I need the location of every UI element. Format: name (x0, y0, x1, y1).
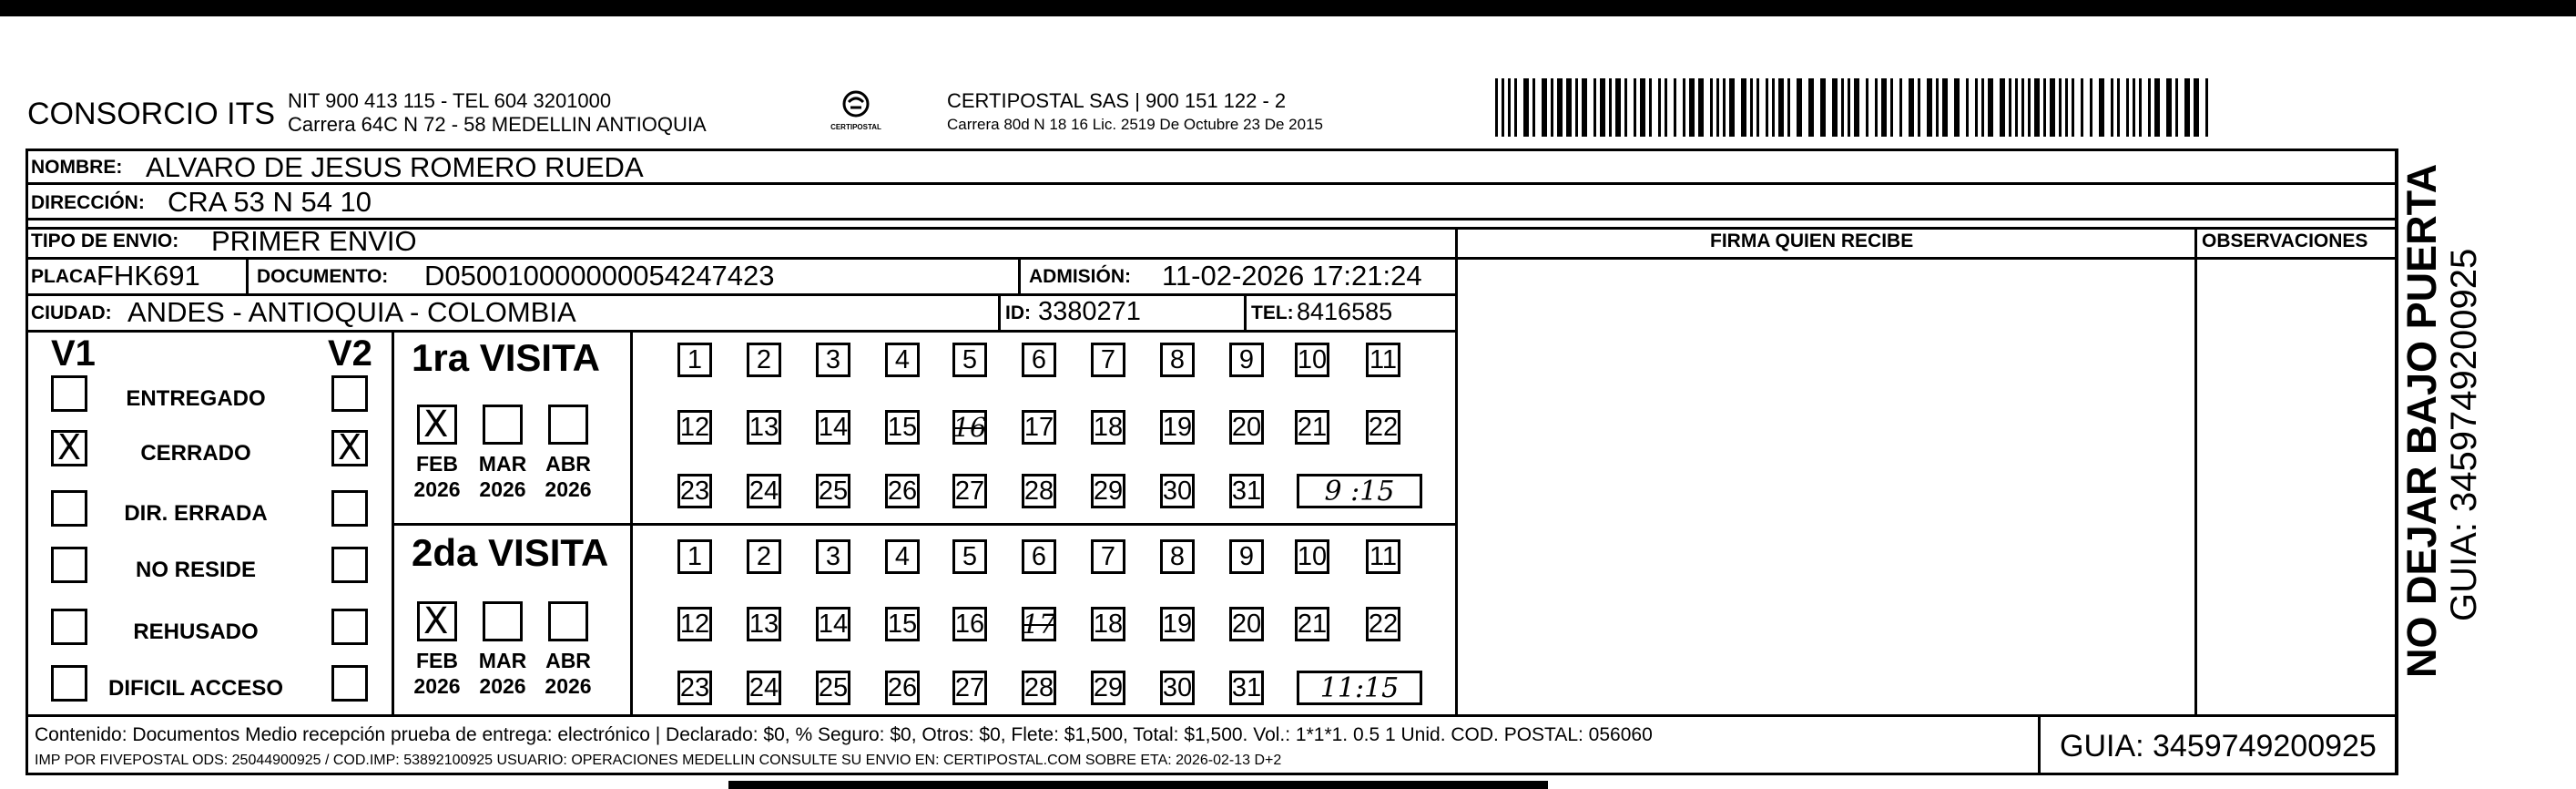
barcode-bar (1495, 78, 1498, 137)
visit1-day-29[interactable]: 29 (1091, 474, 1125, 508)
visit1-time-box[interactable]: 9 :15 (1297, 474, 1422, 508)
barcode-bar (1729, 78, 1735, 137)
barcode-bar (1557, 78, 1563, 137)
company-address: Carrera 64C N 72 - 58 MEDELLIN ANTIOQUIA (288, 113, 707, 136)
certipostal-line2: Carrera 80d N 18 16 Lic. 2519 De Octubre 23 De 2015 (947, 116, 1323, 133)
status-label-rehusado: REHUSADO (133, 620, 259, 644)
visit1-day-5[interactable]: 5 (952, 343, 987, 377)
barcode-bar (1502, 78, 1504, 137)
visit2-day-17[interactable]: 17 (1022, 609, 1056, 640)
barcode-bar (1848, 78, 1850, 137)
visit2-day-7[interactable]: 7 (1091, 539, 1125, 574)
visit1-day-3[interactable]: 3 (816, 343, 850, 377)
barcode-bar (1772, 78, 1775, 137)
visit1-month-label: ABR (545, 452, 591, 476)
barcode-bar (2072, 78, 2074, 137)
visit2-day-20[interactable]: 20 (1229, 607, 1264, 641)
visit1-day-9[interactable]: 9 (1229, 343, 1264, 377)
barcode-bar (1854, 78, 1859, 137)
visit2-day-8[interactable]: 8 (1160, 539, 1195, 574)
barcode-bar (2021, 78, 2024, 137)
barcode-bar (2043, 78, 2046, 137)
visit1-month-mark: X (423, 404, 449, 446)
barcode-bar (1698, 78, 1704, 137)
visit2-day-12[interactable]: 12 (677, 607, 712, 641)
barcode-bar (2148, 78, 2151, 137)
visit2-day-31[interactable]: 31 (1229, 671, 1264, 705)
visit2-day-15[interactable]: 15 (885, 607, 920, 641)
visit1-day-27[interactable]: 27 (952, 474, 987, 508)
visit1-day-22[interactable]: 22 (1366, 410, 1400, 445)
barcode-bar (1841, 78, 1844, 137)
barcode-bar (2194, 78, 2199, 137)
barcode-bar (1640, 78, 1645, 137)
observations-header: OBSERVACIONES (2202, 231, 2368, 251)
visit1-day-24[interactable]: 24 (747, 474, 781, 508)
visit1-month-checkbox-mar[interactable] (483, 405, 523, 445)
barcode-bar (1808, 78, 1814, 137)
visit1-day-13[interactable]: 13 (747, 410, 781, 445)
document-number: D050010000000054247423 (424, 260, 775, 292)
visit1-month-label: MAR (478, 452, 527, 476)
recipient-id: 3380271 (1038, 297, 1141, 326)
visit1-day-30[interactable]: 30 (1160, 474, 1195, 508)
content-line: Contenido: Documentos Medio recepción prueba de entrega: electrónico | Declarado: $0, % Seguro: $0, Otros: $0, Flete: $1,500, Total: $1,500. Vol.: 1*1*1. 0.5 1 Unid. COD. POSTAL: 056060 (35, 724, 1653, 745)
barcode-bar (1593, 78, 1596, 137)
visit2-month-checkbox-feb[interactable] (417, 601, 457, 641)
guide-box: GUIA: 3459749200925 (2060, 729, 2377, 763)
barcode-bar (1866, 78, 1868, 137)
barcode-bar (1649, 78, 1652, 137)
visit2-day-5[interactable]: 5 (952, 539, 987, 574)
barcode-bar (1658, 78, 1661, 137)
visit1-day-26[interactable]: 26 (885, 474, 920, 508)
barcode-bar (1899, 78, 1902, 137)
barcode-bar (1750, 78, 1753, 137)
visit2-month-checkbox-abr[interactable] (548, 601, 588, 641)
barcode-bar (1942, 78, 1948, 137)
company-name: CONSORCIO ITS (27, 97, 276, 131)
visit1-month-checkbox-feb[interactable] (417, 405, 457, 445)
barcode-bar (2117, 78, 2120, 137)
barcode-bar (2015, 78, 2018, 137)
barcode-bar (2028, 78, 2031, 137)
signature-header: FIRMA QUIEN RECIBE (1710, 231, 1914, 251)
visit2-day-24[interactable]: 24 (747, 671, 781, 705)
barcode-bar (1875, 78, 1878, 137)
barcode-bar (1881, 78, 1887, 137)
recipient-name: ALVARO DE JESUS ROMERO RUEDA (146, 151, 644, 183)
barcode-bar (1582, 78, 1587, 137)
v1-column-header: V1 (51, 333, 96, 374)
barcode-bar (2059, 78, 2062, 137)
visit2-day-11[interactable]: 11 (1366, 539, 1400, 574)
visit1-month-year: 2026 (413, 477, 461, 501)
visit2-day-22[interactable]: 22 (1366, 607, 1400, 641)
barcode-bar (1766, 78, 1768, 137)
barcode-bar (1820, 78, 1826, 137)
barcode-bar (1532, 78, 1535, 137)
visit2-day-10[interactable]: 10 (1295, 539, 1329, 574)
visit2-day-3[interactable]: 3 (816, 539, 850, 574)
visit2-day-29[interactable]: 29 (1091, 671, 1125, 705)
barcode-bar (2126, 78, 2129, 137)
visit1-day-17[interactable]: 17 (1022, 410, 1056, 445)
barcode-bar (1624, 78, 1627, 137)
send-type: PRIMER ENVIO (211, 225, 417, 257)
status-label-no-reside: NO RESIDE (135, 558, 257, 582)
visit1-day-1[interactable]: 1 (677, 343, 712, 377)
print-line: IMP POR FIVEPOSTAL ODS: 25044900925 / COD.IMP: 53892100925 USUARIO: OPERACIONES MEDELLIN CONSULTE SU ENVIO EN: CERTIPOSTAL.COM SOBRE ETA: 2026-02-13 D+2 (35, 753, 1282, 768)
visit1-day-2[interactable]: 2 (747, 343, 781, 377)
visit2-day-1[interactable]: 1 (677, 539, 712, 574)
barcode-bar (1936, 78, 1939, 137)
visit2-day-6[interactable]: 6 (1022, 539, 1056, 574)
barcode-bar (1756, 78, 1759, 137)
barcode-bar (1778, 78, 1784, 137)
status-label-dificil-acceso: DIFICIL ACCESO (107, 676, 283, 701)
visit1-day-31[interactable]: 31 (1229, 474, 1264, 508)
barcode-bar (2133, 78, 2135, 137)
visit2-day-13[interactable]: 13 (747, 607, 781, 641)
visit1-day-6[interactable]: 6 (1022, 343, 1056, 377)
barcode-bar (2034, 78, 2040, 137)
visit1-day-20[interactable]: 20 (1229, 410, 1264, 445)
side-guide-number: GUIA: 3459749200925 (2444, 248, 2484, 621)
visit1-month-label: FEB (416, 452, 458, 476)
barcode-bar (1787, 78, 1790, 137)
barcode-bar (2139, 78, 2142, 137)
certipostal-logo (830, 86, 881, 137)
barcode-bar (2009, 78, 2011, 137)
id-label: ID: (1005, 302, 1031, 323)
barcode-bar (1723, 78, 1726, 137)
visit2-month-mark: X (423, 600, 449, 642)
barcode-bar (1689, 78, 1695, 137)
barcode-bar (1988, 78, 1993, 137)
barcode-bar (2175, 78, 2178, 137)
barcode-bar (1832, 78, 1838, 137)
barcode-bar (1566, 78, 1572, 137)
status-mark-v2: X (338, 427, 362, 467)
certipostal-logo-icon (830, 86, 881, 137)
barcode-bar (1508, 78, 1511, 137)
visit2-month-year: 2026 (545, 674, 592, 698)
visit1-day-8[interactable]: 8 (1160, 343, 1195, 377)
barcode-bar (1542, 78, 1547, 137)
admission-datetime: 11-02-2026 17:21:24 (1162, 260, 1422, 292)
visit2-day-25[interactable]: 25 (816, 671, 850, 705)
barcode-bar (1514, 78, 1517, 137)
visit1-day-12[interactable]: 12 (677, 410, 712, 445)
barcode-bar (1609, 78, 1612, 137)
barcode-bar (2154, 78, 2160, 137)
barcode-bar (1966, 78, 1969, 137)
barcode-bar (1927, 78, 1932, 137)
visit2-day-26[interactable]: 26 (885, 671, 920, 705)
barcode-bar (1975, 78, 1978, 137)
barcode-bar (1741, 78, 1746, 137)
barcode-bar (1600, 78, 1605, 137)
v2-column-header: V2 (328, 333, 372, 374)
city: ANDES - ANTIOQUIA - COLOMBIA (127, 296, 576, 328)
visit2-day-9[interactable]: 9 (1229, 539, 1264, 574)
visit1-title: 1ra VISITA (412, 336, 600, 379)
barcode-bar (1551, 78, 1553, 137)
city-label: CIUDAD: (31, 302, 112, 323)
barcode-bar (1981, 78, 1984, 137)
visit1-day-21[interactable]: 21 (1295, 410, 1329, 445)
barcode-bar (1665, 78, 1667, 137)
status-mark-v1: X (57, 427, 82, 467)
visit1-day-14[interactable]: 14 (816, 410, 850, 445)
nit-line: NIT 900 413 115 - TEL 604 3201000 (288, 89, 612, 112)
status-label-entregado: ENTREGADO (126, 386, 266, 411)
visit2-time-box[interactable]: 11:15 (1297, 671, 1422, 705)
barcode (1495, 78, 2215, 137)
visit2-month-year: 2026 (413, 674, 461, 698)
barcode-bar (2166, 78, 2172, 137)
barcode-bar (2099, 78, 2104, 137)
visit1-day-28[interactable]: 28 (1022, 474, 1056, 508)
barcode-bar (1634, 78, 1636, 137)
visit1-day-11[interactable]: 11 (1366, 343, 1400, 377)
barcode-bar (1615, 78, 1621, 137)
name-label: NOMBRE: (31, 157, 123, 178)
visit2-day-23[interactable]: 23 (677, 671, 712, 705)
barcode-bar (1797, 78, 1802, 137)
send-type-label: TIPO DE ENVIO: (31, 231, 179, 251)
visit1-day-7[interactable]: 7 (1091, 343, 1125, 377)
plate: FHK691 (97, 260, 200, 292)
visit1-day-23[interactable]: 23 (677, 474, 712, 508)
barcode-bar (2000, 78, 2005, 137)
visit2-day-19[interactable]: 19 (1160, 607, 1195, 641)
tel-label: TEL: (1251, 302, 1294, 323)
barcode-bar (2065, 78, 2068, 137)
visit2-day-14[interactable]: 14 (816, 607, 850, 641)
status-label-cerrado: CERRADO (140, 441, 251, 466)
no-dejar-warning: NO DEJAR BAJO PUERTA (2398, 163, 2445, 678)
visit2-day-18[interactable]: 18 (1091, 607, 1125, 641)
barcode-bar (1954, 78, 1960, 137)
bottom-edge-bar (728, 781, 1548, 789)
visit2-day-2[interactable]: 2 (747, 539, 781, 574)
barcode-bar (1890, 78, 1893, 137)
visit1-month-year: 2026 (479, 477, 526, 501)
visit1-day-4[interactable]: 4 (885, 343, 920, 377)
plate-label: PLACA: (31, 266, 104, 287)
barcode-bar (2081, 78, 2083, 137)
logo-label: CERTIPOSTAL (830, 123, 881, 131)
visit2-day-21[interactable]: 21 (1295, 607, 1329, 641)
visit2-month-checkbox-mar[interactable] (483, 601, 523, 641)
barcode-bar (1710, 78, 1713, 137)
barcode-bar (1674, 78, 1676, 137)
visit1-day-25[interactable]: 25 (816, 474, 850, 508)
visit2-day-4[interactable]: 4 (885, 539, 920, 574)
visit2-day-30[interactable]: 30 (1160, 671, 1195, 705)
visit1-day-10[interactable]: 10 (1295, 343, 1329, 377)
visit2-title: 2da VISITA (412, 531, 609, 574)
barcode-bar (2050, 78, 2055, 137)
visit1-month-checkbox-abr[interactable] (548, 405, 588, 445)
visit1-day-19[interactable]: 19 (1160, 410, 1195, 445)
barcode-bar (1918, 78, 1920, 137)
visit1-day-15[interactable]: 15 (885, 410, 920, 445)
visit2-day-28[interactable]: 28 (1022, 671, 1056, 705)
address-label: DIRECCIÓN: (31, 192, 145, 213)
visit2-month-label: ABR (545, 649, 591, 672)
barcode-bar (1716, 78, 1719, 137)
barcode-bar (1909, 78, 1914, 137)
visit1-day-16[interactable]: 16 (952, 412, 987, 443)
visit2-day-16[interactable]: 16 (952, 607, 987, 641)
recipient-address: CRA 53 N 54 10 (168, 186, 372, 218)
admission-label: ADMISIÓN: (1029, 266, 1131, 287)
barcode-bar (1523, 78, 1529, 137)
barcode-bar (2111, 78, 2113, 137)
top-black-bar (0, 0, 2576, 16)
recipient-tel: 8416585 (1297, 298, 1393, 325)
visit1-month-year: 2026 (545, 477, 592, 501)
visit2-day-27[interactable]: 27 (952, 671, 987, 705)
document-label: DOCUMENTO: (257, 266, 389, 287)
barcode-bar (1683, 78, 1685, 137)
visit2-month-year: 2026 (479, 674, 526, 698)
barcode-bar (1575, 78, 1578, 137)
barcode-bar (2090, 78, 2092, 137)
visit1-day-18[interactable]: 18 (1091, 410, 1125, 445)
status-label-dir-errada: DIR. ERRADA (124, 501, 268, 526)
barcode-bar (2205, 78, 2208, 137)
barcode-bar (2184, 78, 2190, 137)
certipostal-line1: CERTIPOSTAL SAS | 900 151 122 - 2 (947, 89, 1287, 112)
visit2-month-label: FEB (416, 649, 458, 672)
visit2-month-label: MAR (478, 649, 527, 672)
